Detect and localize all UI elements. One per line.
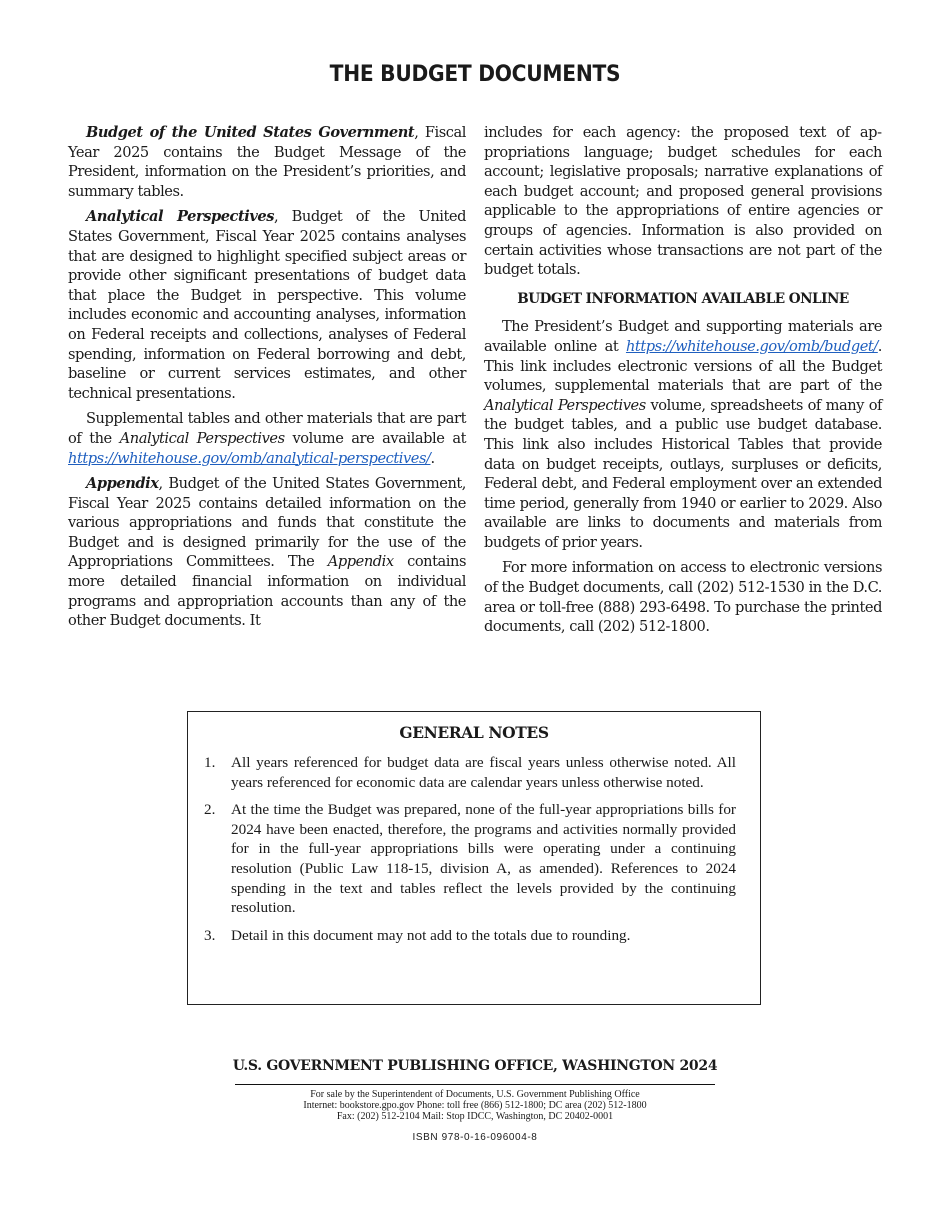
supplemental-text-1: Supplemental tables and other materials that are part of the: [68, 410, 466, 447]
note-number: 3.: [204, 926, 216, 944]
supplemental-text-2: volume are available at: [284, 429, 467, 447]
appendix-paragraph: [68, 474, 466, 631]
left-column: [68, 123, 466, 637]
budget-volume-text: , Fiscal Year 2025 contains the Budget Message of the President, information on the President’s priorities, and summary tables.: [68, 124, 466, 200]
general-notes-list: [204, 753, 736, 953]
budget-link[interactable]: https://whitehouse.gov/omb/budget/: [625, 337, 878, 355]
note-number: 1.: [204, 754, 216, 771]
appendix-italic: Appendix: [327, 553, 394, 571]
general-notes-title: GENERAL NOTES: [399, 723, 549, 742]
note-text: All years referenced for budget data are fiscal years unless otherwise noted. All years referenced for economic data are calendar years unless otherwise noted.: [231, 754, 736, 791]
online-paragraph: [484, 317, 882, 552]
appendix-text-1: , Budget of the United States Government, Fiscal Year 2025 contains detailed information on the various appropriations and funds that constitute the Budget and is designed primarily for the use of the Appropriations Committees. The: [68, 475, 466, 571]
online-section-heading: BUDGET INFORMATION AVAILABLE ONLINE: [517, 290, 849, 307]
online-text-1: The President’s Budget and supporting materials are available online at: [484, 318, 882, 355]
supplemental-italic: Analytical Perspectives: [119, 429, 285, 447]
note-item: [204, 753, 736, 792]
supplemental-text-3: .: [430, 449, 435, 467]
fax-line: Fax: (202) 512-2104 Mail: Stop IDCC, Washington, DC 20402-0001: [336, 1111, 614, 1123]
analytical-perspectives-paragraph: [68, 207, 466, 403]
note-text: At the time the Budget was prepared, none of the full-year appropriations bills for 2024 have been enacted, therefore, the programs and activities normally provided for in the full-year appropriations bills were operating under a continuing resolution (Public Law 118-15, division A, as amended). References to 2024 spending in the text and tables reflect the levels provided by the continuing resolution.: [231, 801, 736, 917]
note-item: [204, 800, 736, 918]
note-text: Detail in this document may not add to the totals due to rounding.: [231, 926, 631, 944]
online-text-3: volume, spreadsheets of many of the budget tables, and a public use budget database. This link also includes Historical Tables that provide data on budget receipts, outlays, surpluses or deficits, Federal debt, and Federal employment over an extended time period, generally from 1940 or earlier to 2029. Also available are links to documents and materials from budgets of prior years.: [484, 396, 882, 551]
note-item: [204, 926, 736, 946]
right-column: [484, 123, 882, 643]
analytical-perspectives-link[interactable]: https://whitehouse.gov/omb/analytical-perspectives/: [68, 449, 431, 467]
appendix-continuation: includes for each agency: the proposed text of appropriations language; budget schedules for each account; legislative proposals; narrative explanations of each budget account; and proposed general provisions applicable to the appropriations of entire agencies or groups of agencies. Information is also provided on certain activities whose transactions are not part of the budget totals.: [484, 124, 882, 279]
budget-volume-title: Budget of the United States Government: [86, 124, 415, 141]
budget-volume-paragraph: [68, 123, 466, 201]
online-italic: Analytical Perspectives: [484, 396, 646, 414]
supplemental-tables-paragraph: [68, 409, 466, 468]
contact-line: Internet: bookstore.gpo.gov Phone: toll free (866) 512-1800; DC area (202) 512-1800: [303, 1100, 647, 1112]
analytical-perspectives-text: , Budget of the United States Government, Fiscal Year 2025 contains analyses that are designed to highlight specified subject areas or provide other significant presentations of budget data that place the Budget in perspective. This volume includes economic and accounting analyses, information on Federal receipts and collections, analyses of Federal spending, information on Federal borrowing and debt, baseline or current services estimates, and other technical presentations.: [68, 208, 466, 402]
contact-paragraph: For more information on access to electronic versions of the Budget documents, call (202) 512-1530 in the D.C. area or toll-free (888) 293-6498. To purchase the printed documents, call (202) 512-1800.: [484, 559, 882, 636]
footer-divider: [235, 1084, 715, 1085]
sale-line: For sale by the Superintendent of Documents, U.S. Government Publishing Office: [310, 1089, 640, 1100]
sales-info: [0, 1089, 950, 1123]
general-notes-box: [187, 711, 761, 1005]
page-title: THE BUDGET DOCUMENTS: [329, 62, 621, 87]
online-text-2: . This link includes electronic versions of all the Budget volumes, supplemental materials that are part of the: [484, 337, 882, 395]
appendix-text-2: contains more detailed financial information on individual programs and appropriation accounts than any of the other Budget documents. It: [68, 553, 466, 630]
isbn: ISBN 978-0-16-096004-8: [412, 1132, 538, 1143]
note-number: 2.: [204, 801, 216, 819]
analytical-perspectives-title: Analytical Perspectives: [86, 208, 274, 226]
appendix-title: Appendix: [86, 475, 159, 493]
publisher-line: U.S. GOVERNMENT PUBLISHING OFFICE, WASHINGTON 2024: [232, 1058, 718, 1074]
